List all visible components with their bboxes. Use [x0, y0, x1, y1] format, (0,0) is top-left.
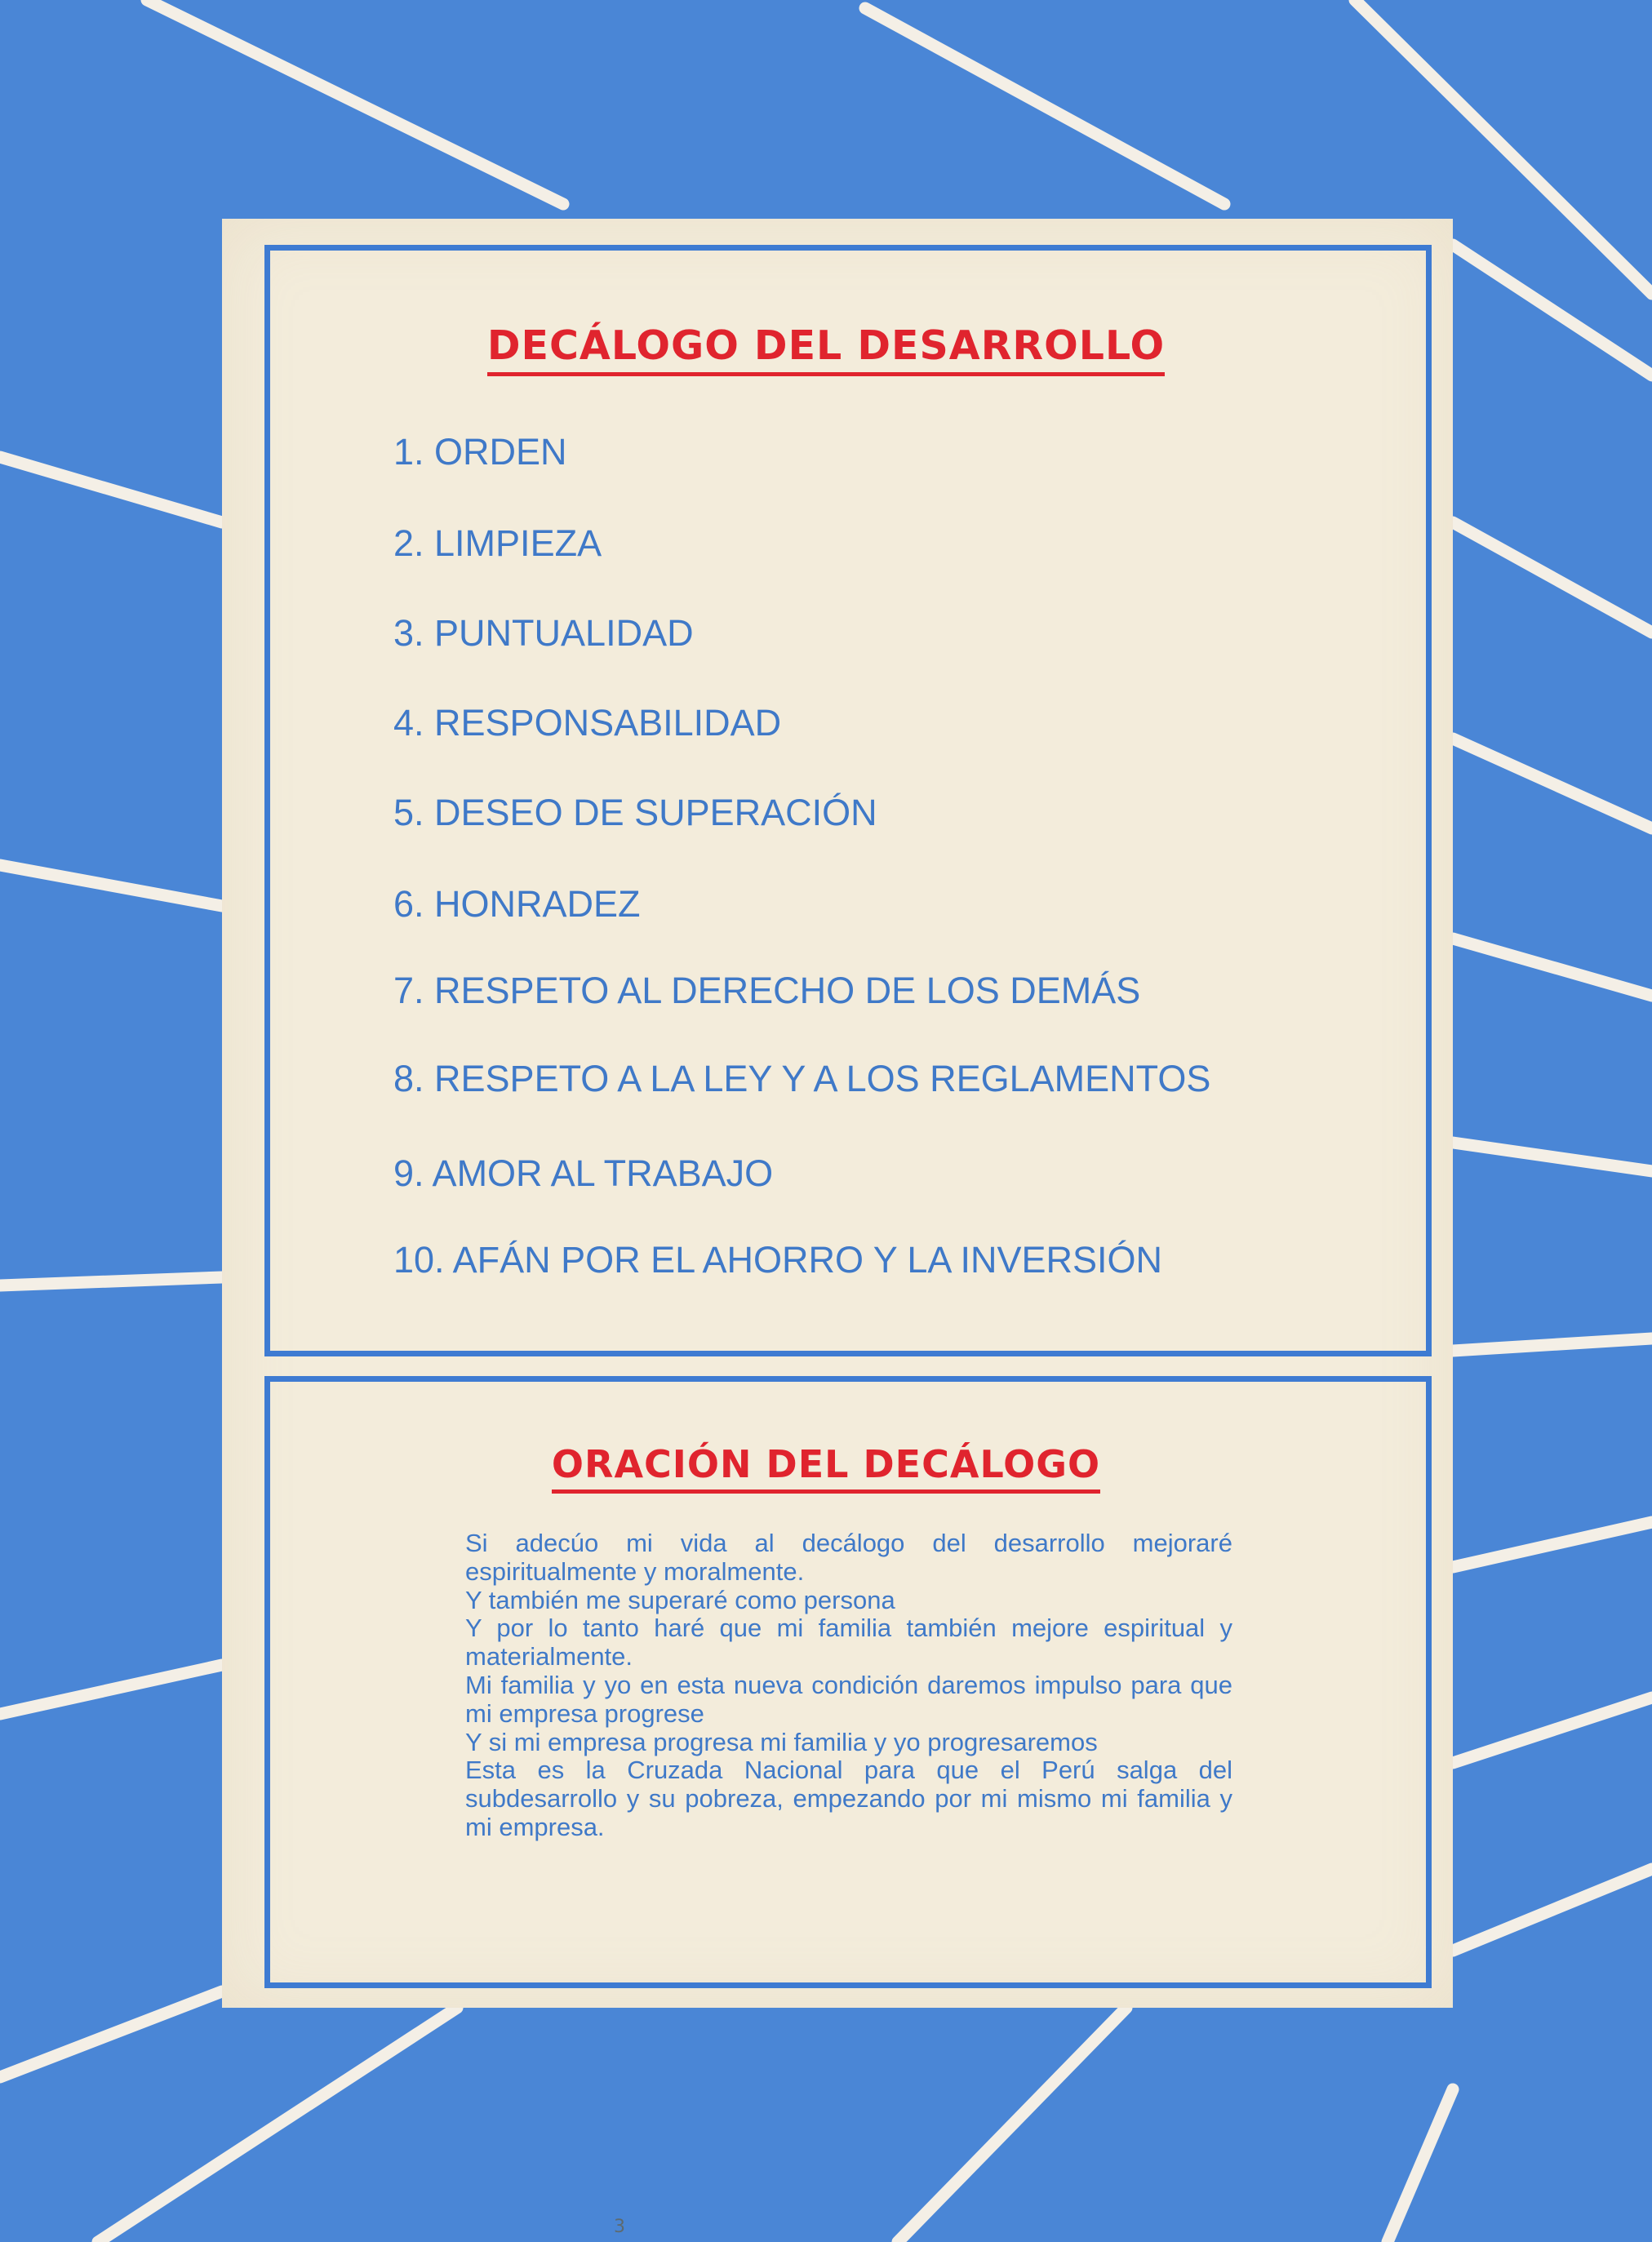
prayer-line: Si adecúo mi vida al decálogo del desarrollo mejoraré espiritualmente y moralmente. [465, 1529, 1232, 1586]
decalogue-title-text: DECÁLOGO DEL DESARROLLO [487, 322, 1165, 376]
prayer-title [0, 1442, 1652, 1486]
decalogue-title [0, 322, 1652, 369]
decalogue-item: 1. ORDEN [393, 431, 567, 473]
decalogue-item: 9. AMOR AL TRABAJO [393, 1152, 774, 1194]
decalogue-item: 6. HONRADEZ [393, 883, 641, 925]
prayer-line: Mi familia y yo en esta nueva condición daremos impulso para que mi empresa progrese [465, 1670, 1232, 1728]
prayer-text [465, 1529, 1232, 1842]
decalogue-item: 7. RESPETO AL DERECHO DE LOS DEMÁS [393, 970, 1141, 1011]
prayer-title-text: ORACIÓN DEL DECÁLOGO [552, 1442, 1100, 1494]
decalogue-item: 4. RESPONSABILIDAD [393, 702, 782, 744]
prayer-line: Y también me superaré como persona [465, 1585, 895, 1614]
stripe [0, 1277, 222, 1285]
decalogue-item: 8. RESPETO A LA LEY Y A LOS REGLAMENTOS [393, 1058, 1211, 1099]
prayer-line: Y si mi empresa progresa mi familia y yo progresaremos [465, 1727, 1098, 1756]
decalogue-item: 2. LIMPIEZA [393, 522, 602, 564]
decalogue-item: 5. DESEO DE SUPERACIÓN [393, 792, 877, 833]
prayer-line: Esta es la Cruzada Nacional para que el Perú salga del subdesarrollo y su pobreza, empezando por mi mismo mi familia y mi empresa. [465, 1756, 1232, 1841]
prayer-line: Y por lo tanto haré que mi familia también mejore espiritual y materialmente. [465, 1614, 1232, 1672]
decalogue-item: 10. AFÁN POR EL AHORRO Y LA INVERSIÓN [393, 1239, 1163, 1281]
decalogue-item: 3. PUNTUALIDAD [393, 612, 694, 654]
scan-mark: 3 [614, 2217, 625, 2237]
